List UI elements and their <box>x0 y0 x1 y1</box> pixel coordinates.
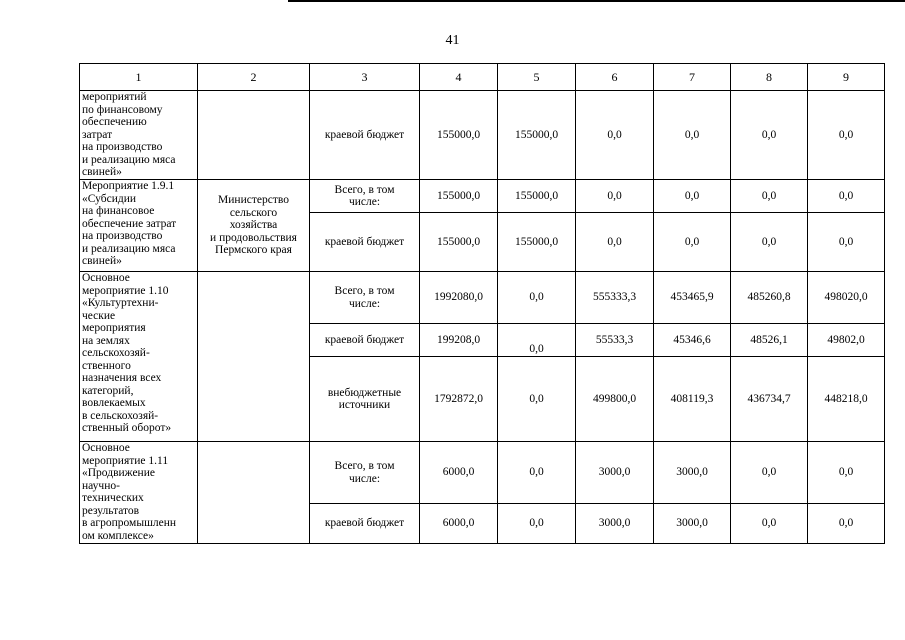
top-edge-line <box>288 0 905 2</box>
value-cell: 499800,0 <box>576 357 654 442</box>
header-cell: 3 <box>310 64 420 91</box>
value-cell: 498020,0 <box>808 272 885 324</box>
value-cell: 48526,1 <box>731 324 808 357</box>
funding-source-cell: внебюджетные источники <box>310 357 420 442</box>
activity-name-cell: Основное мероприятие 1.10 «Культуртехни- ческие мероприятия на землях сельскохозяй- ственного назначения всех категорий, вовлекаемых в сельскохозяй- ственный оборот» <box>80 272 198 442</box>
value-cell: 453465,9 <box>654 272 731 324</box>
value-cell: 49802,0 <box>808 324 885 357</box>
value-cell: 0,0 <box>731 91 808 180</box>
value-cell: 1792872,0 <box>420 357 498 442</box>
header-cell: 2 <box>198 64 310 91</box>
value-cell: 0,0 <box>498 324 576 357</box>
value-cell: 155000,0 <box>498 91 576 180</box>
funding-source-cell: краевой бюджет <box>310 213 420 272</box>
header-cell: 7 <box>654 64 731 91</box>
value-cell: 0,0 <box>654 180 731 213</box>
value-cell: 408119,3 <box>654 357 731 442</box>
value-cell: 3000,0 <box>576 504 654 544</box>
value-cell: 6000,0 <box>420 442 498 504</box>
value-cell: 555333,3 <box>576 272 654 324</box>
value-cell: 155000,0 <box>498 213 576 272</box>
value-cell: 0,0 <box>654 91 731 180</box>
value-cell: 0,0 <box>498 272 576 324</box>
table-row <box>80 442 885 504</box>
value-cell: 3000,0 <box>654 504 731 544</box>
value-cell: 155000,0 <box>420 180 498 213</box>
value-cell: 0,0 <box>498 504 576 544</box>
value-cell: 0,0 <box>498 442 576 504</box>
value-cell: 45346,6 <box>654 324 731 357</box>
funding-source-cell: краевой бюджет <box>310 324 420 357</box>
page-number: 41 <box>445 33 460 48</box>
header-cell: 1 <box>80 64 198 91</box>
value-cell: 485260,8 <box>731 272 808 324</box>
header-cell: 4 <box>420 64 498 91</box>
executor-cell <box>198 272 310 442</box>
header-cell: 8 <box>731 64 808 91</box>
value-cell: 436734,7 <box>731 357 808 442</box>
table-row <box>80 180 885 213</box>
value-cell: 0,0 <box>576 180 654 213</box>
funding-source-cell: Всего, в том числе: <box>310 180 420 213</box>
value-cell: 448218,0 <box>808 357 885 442</box>
executor-cell: Министерство сельского хозяйства и продовольствия Пермского края <box>198 180 310 272</box>
value-cell: 3000,0 <box>654 442 731 504</box>
value-cell: 3000,0 <box>576 442 654 504</box>
value-cell: 0,0 <box>731 180 808 213</box>
table-row <box>80 91 885 180</box>
value-cell: 0,0 <box>654 213 731 272</box>
funding-source-cell: краевой бюджет <box>310 504 420 544</box>
funding-source-cell: краевой бюджет <box>310 91 420 180</box>
executor-cell <box>198 91 310 180</box>
value-cell: 0,0 <box>808 504 885 544</box>
value-cell: 155000,0 <box>420 91 498 180</box>
value-cell: 0,0 <box>731 504 808 544</box>
value-cell: 0,0 <box>731 213 808 272</box>
value-cell: 155000,0 <box>420 213 498 272</box>
value-cell: 6000,0 <box>420 504 498 544</box>
activity-name-cell: Мероприятие 1.9.1 «Субсидии на финансовое обеспечение затрат на производство и реализацию мяса свиней» <box>80 180 198 272</box>
table-row <box>80 272 885 324</box>
funding-source-cell: Всего, в том числе: <box>310 442 420 504</box>
value-cell: 0,0 <box>808 213 885 272</box>
activity-name-cell: мероприятий по финансовому обеспечению затрат на производство и реализацию мяса свиней» <box>80 91 198 180</box>
budget-table <box>79 63 885 544</box>
value-cell: 0,0 <box>498 357 576 442</box>
header-cell: 6 <box>576 64 654 91</box>
header-cell: 9 <box>808 64 885 91</box>
header-row <box>80 64 885 91</box>
activity-name-cell: Основное мероприятие 1.11 «Продвижение научно- технических результатов в агропромышленн ом комплексе» <box>80 442 198 544</box>
value-cell: 0,0 <box>808 91 885 180</box>
value-cell: 55533,3 <box>576 324 654 357</box>
value-cell: 0,0 <box>576 91 654 180</box>
header-cell: 5 <box>498 64 576 91</box>
value-cell: 0,0 <box>808 442 885 504</box>
value-cell: 0,0 <box>731 442 808 504</box>
funding-source-cell: Всего, в том числе: <box>310 272 420 324</box>
value-cell: 199208,0 <box>420 324 498 357</box>
value-cell: 1992080,0 <box>420 272 498 324</box>
value-cell: 0,0 <box>808 180 885 213</box>
value-cell: 0,0 <box>576 213 654 272</box>
value-cell: 155000,0 <box>498 180 576 213</box>
executor-cell <box>198 442 310 544</box>
